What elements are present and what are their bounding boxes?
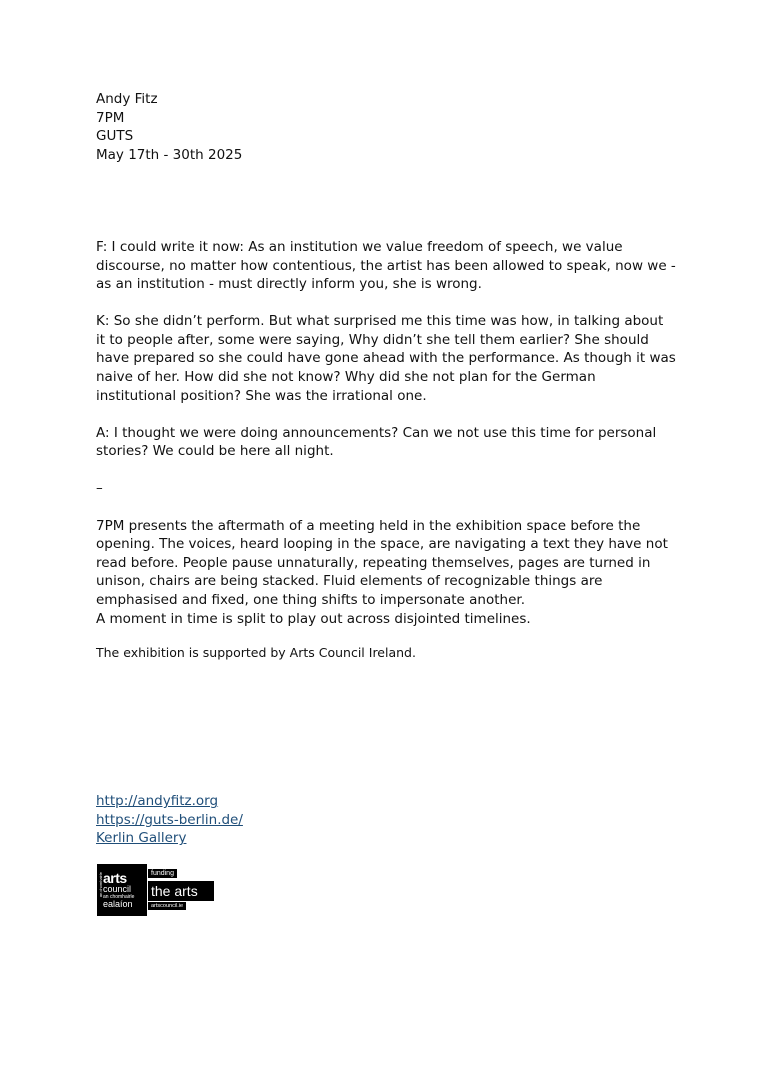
logo-site-text: artscouncil.ie [148,902,186,910]
artist-name: Andy Fitz [96,91,158,107]
logo-ealaion-text: ealaíon [103,899,133,909]
funding-the-arts-mark [148,864,214,916]
logo-chomhairle-text: an chomhairle [103,894,135,900]
exhibition-header [96,90,242,164]
link-guts-berlin[interactable]: https://guts-berlin.de/ [96,811,243,828]
description-last-line: A moment in time is split to play out across disjointed timelines. [96,610,531,627]
section-separator: – [96,480,103,497]
logo-council-text: council [103,884,132,894]
venue-name: GUTS [96,128,134,144]
link-kerlin-gallery[interactable]: Kerlin Gallery [96,830,187,847]
logo-the-arts-text: the arts [148,881,214,901]
exhibition-description [96,517,676,629]
logo-arts-text: arts [103,870,127,886]
logo-vertical-text: an chomhairle [98,872,103,898]
dialogue-a: A: I thought we were doing announcements? Can we not use this time for personal stories? We could be here all night. [96,424,657,460]
dialogue-k: K: So she didn’t perform. But what surprised me this time was how, in talking about it to people after, some were saying, Why didn’t she tell them earlier? She should have prepared so she could have gone ahead with the performance. As though it was naive of her. How did she not know? Why did she not plan for the German institutional position? She was the irrational one. [96,313,676,404]
link-andyfitz[interactable]: http://andyfitz.org [96,793,219,809]
support-note: The exhibition is supported by Arts Council Ireland. [96,645,416,661]
exhibition-title: 7PM [96,109,125,126]
description-main: 7PM presents the aftermath of a meeting held in the exhibition space before the opening. The voices, heard looping in the space, are navigating a text they have not read before. People pause unnaturally, repeating themselves, pages are turned in unison, chairs are being stacked. Fluid elements of recognizable things are emphasised and fixed, one thing shifts to impersonate another. [96,517,668,608]
links-list [96,792,243,848]
exhibition-dates: May 17th - 30th 2025 [96,146,243,163]
arts-council-logo-mark [97,864,147,916]
arts-council-logo [97,864,214,916]
logo-funding-text: funding [148,869,177,878]
dialogue-f: F: I could write it now: As an institution we value freedom of speech, we value discourse, no matter how contentious, the artist has been allowed to speak, now we - as an institution - must directly inform you, she is wrong. [96,239,676,293]
exhibition-text [96,238,676,681]
